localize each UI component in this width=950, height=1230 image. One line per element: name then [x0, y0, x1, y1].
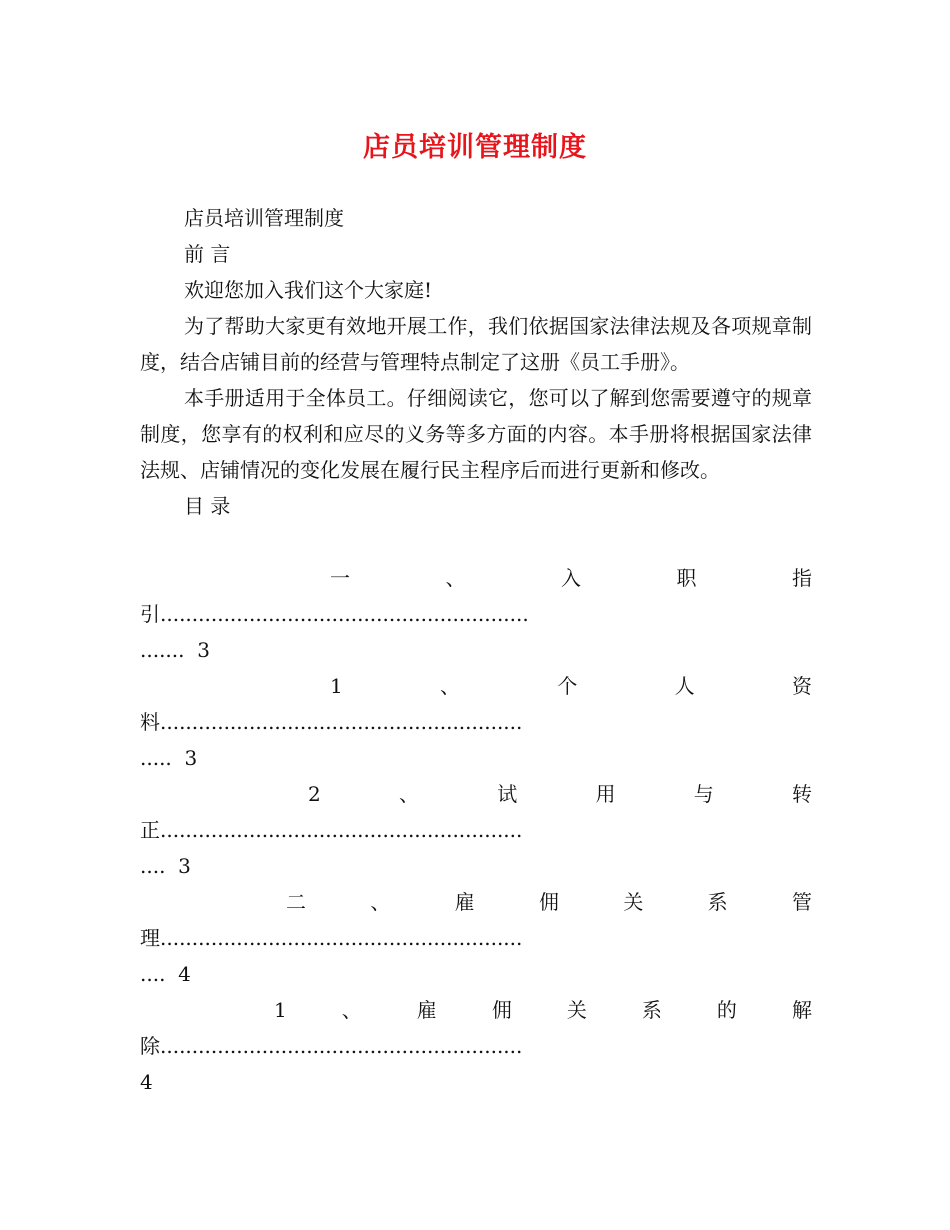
toc-entry[interactable] — [140, 884, 812, 992]
table-of-contents — [140, 560, 812, 1100]
toc-char: 关 — [566, 998, 587, 1022]
toc-char: 2 — [308, 782, 321, 806]
toc-tail-char: 料 — [140, 710, 160, 734]
toc-leader-dots-end: ....... — [140, 638, 185, 662]
toc-entry[interactable] — [140, 668, 812, 776]
toc-char: 与 — [693, 782, 714, 806]
preface-heading: 前 言 — [184, 242, 231, 266]
toc-char: 用 — [595, 782, 616, 806]
toc-char: 、 — [445, 566, 466, 590]
toc-char: 资 — [791, 674, 812, 698]
toc-char: 系 — [641, 998, 662, 1022]
toc-entry-title-spread — [330, 668, 812, 704]
toc-char: 个 — [557, 674, 578, 698]
toc-char: 指 — [792, 566, 812, 590]
toc-char: 入 — [561, 566, 581, 590]
toc-char: 人 — [674, 674, 695, 698]
toc-char: 二 — [286, 890, 306, 914]
toc-char: 、 — [370, 890, 391, 914]
toc-char: 系 — [707, 890, 728, 914]
toc-leader-dots-end: .... — [140, 962, 166, 986]
toc-char: 管 — [791, 890, 812, 914]
welcome-line: 欢迎您加入我们这个大家庭! — [184, 278, 433, 302]
toc-leader-dots: ......................................................... — [160, 818, 523, 842]
toc-page-number: 3 — [178, 854, 191, 878]
toc-heading: 目 录 — [184, 494, 231, 518]
toc-tail-char: 理 — [140, 926, 160, 950]
document-body — [140, 200, 812, 524]
toc-char: 雇 — [416, 998, 437, 1022]
toc-entry-title-spread — [330, 560, 812, 596]
toc-entry[interactable] — [140, 776, 812, 884]
toc-char: 佣 — [538, 890, 559, 914]
toc-char: 、 — [398, 782, 419, 806]
toc-char: 职 — [676, 566, 697, 590]
document-title: 店员培训管理制度 — [363, 132, 587, 163]
toc-char: 的 — [716, 998, 737, 1022]
toc-leader-dots: ......................................................... — [160, 1034, 523, 1058]
paragraph-scope: 本手册适用于全体员工。仔细阅读它，您可以了解到您需要遵守的规章制度，您享有的权利和应尽的义务等多方面的内容。本手册将根据国家法律法规、店铺情况的变化发展在履行民主程序后而进行更新和修改。 — [140, 386, 812, 482]
toc-leader-dots-end: .... — [140, 854, 166, 878]
toc-entry[interactable] — [140, 992, 812, 1100]
paragraph-intro: 为了帮助大家更有效地开展工作，我们依据国家法律法规及各项规章制度，结合店铺目前的经营与管理特点制定了这册《员工手册》。 — [140, 314, 812, 374]
toc-leader-dots: .......................................................... — [160, 602, 529, 626]
toc-char: 、 — [440, 674, 461, 698]
toc-leader-dots: ......................................................... — [160, 710, 523, 734]
toc-leader-dots: ......................................................... — [160, 926, 523, 950]
toc-char: 关 — [623, 890, 644, 914]
toc-char: 试 — [497, 782, 518, 806]
toc-tail-char: 除 — [140, 1034, 160, 1058]
toc-char: 雇 — [454, 890, 475, 914]
subtitle-line: 店员培训管理制度 — [184, 206, 344, 230]
toc-page-number: 4 — [140, 1070, 153, 1094]
toc-page-number: 4 — [178, 962, 191, 986]
toc-char: 佣 — [491, 998, 512, 1022]
toc-entry[interactable] — [140, 560, 812, 668]
toc-tail-char: 引 — [140, 602, 160, 626]
toc-entry-title-spread — [286, 884, 812, 920]
toc-leader-dots-end: ..... — [140, 746, 172, 770]
toc-char: 解 — [791, 998, 812, 1022]
toc-char: 1 — [274, 998, 287, 1022]
toc-entry-title-spread — [308, 776, 812, 812]
toc-page-number: 3 — [184, 746, 198, 770]
toc-char: 一 — [330, 566, 350, 590]
toc-char: 1 — [330, 674, 343, 698]
toc-char: 转 — [791, 782, 812, 806]
toc-char: 、 — [341, 998, 362, 1022]
toc-page-number: 3 — [197, 638, 210, 662]
toc-tail-char: 正 — [140, 818, 160, 842]
toc-entry-title-spread — [274, 992, 812, 1028]
